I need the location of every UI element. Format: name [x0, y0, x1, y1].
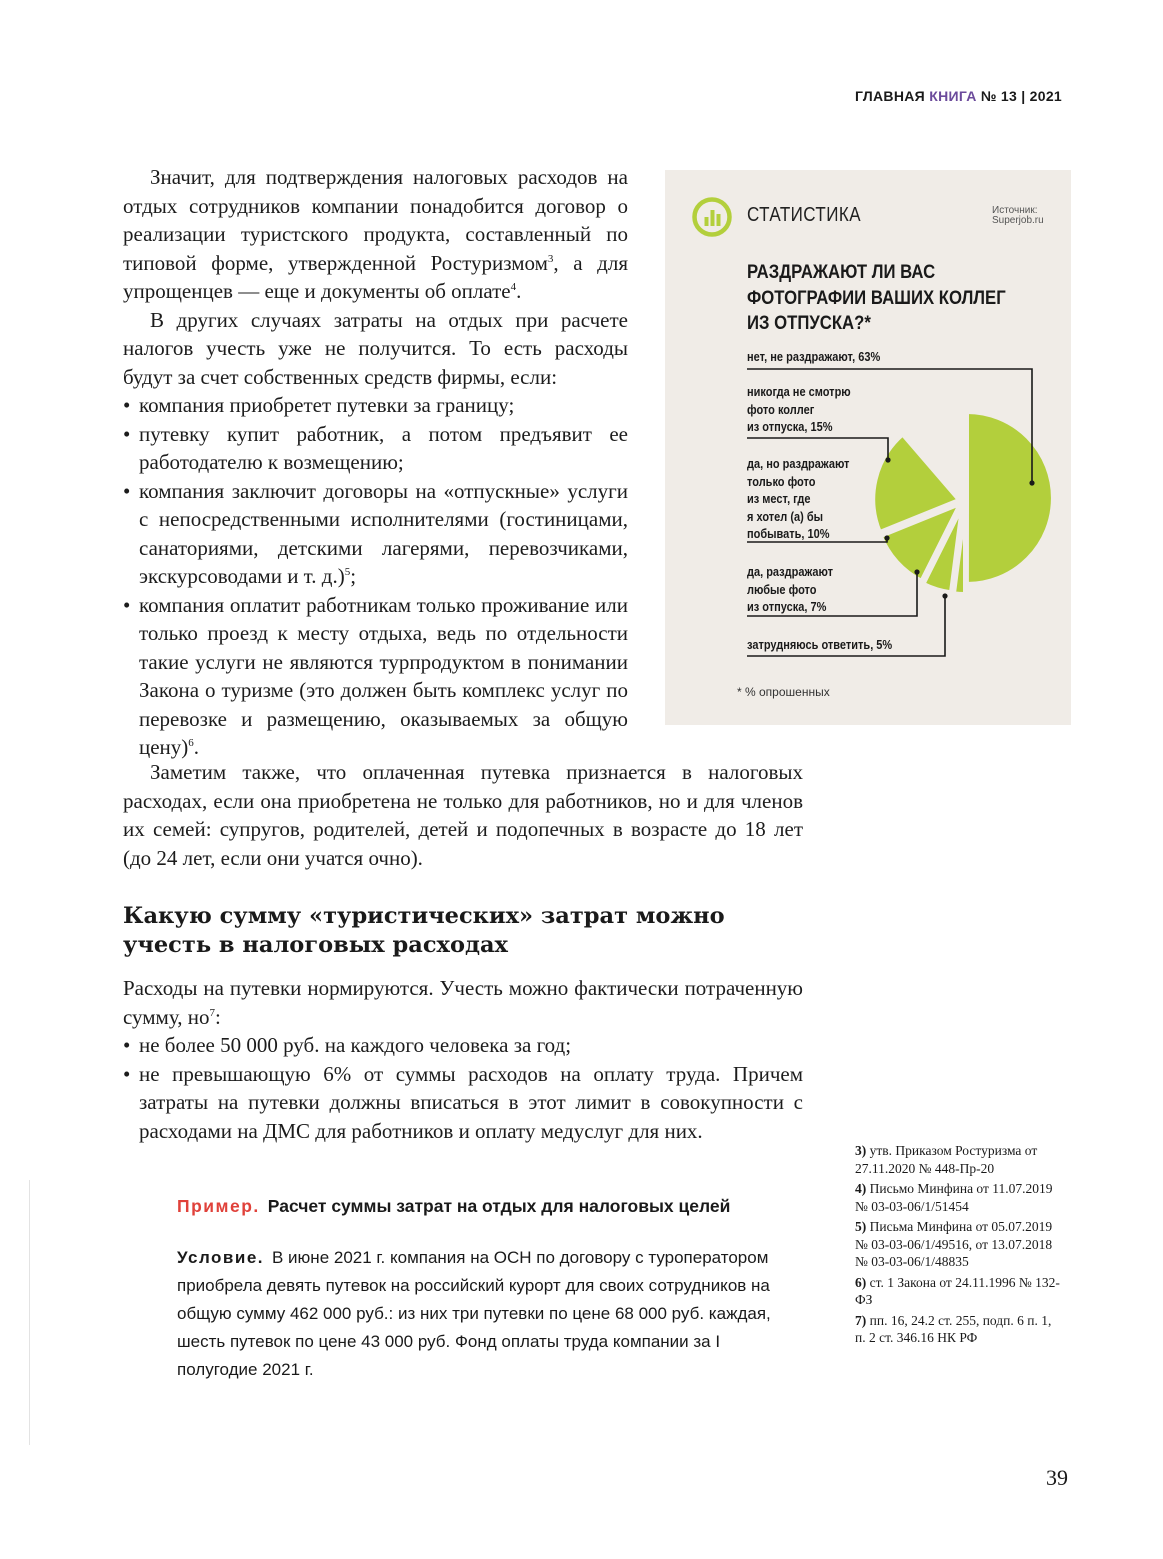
statistics-panel: [665, 170, 1071, 725]
condition-label: Условие.: [177, 1248, 264, 1267]
section-heading: Какую сумму «туристических» затрат можно учесть в налоговых расходах: [123, 903, 725, 958]
legend-label-unsure: затрудняюсь ответить, 5%: [747, 638, 893, 652]
paragraph: Значит, для подтверждения налоговых расходов на отдых сотрудников компании понадобится договор о реализации туристского продукта, составленный по типовой форме, утвержденной Ростуризмом$^3$, а для упрощенцев — еще и документы об оплате$^4$.: [123, 165, 628, 303]
stats-source: Источник: Superjob.ru: [992, 205, 1044, 226]
footnote-4: 4) Письмо Минфина от 11.07.2019 № 03-03-06/1/51454: [855, 1181, 1053, 1214]
stats-title: СТАТИСТИКА: [747, 204, 861, 226]
bullet-list: [123, 391, 628, 762]
footnote-7: 7) пп. 16, 24.2 ст. 255, подп. 6 п. 1, п. 2 ст. 346.16 НК РФ: [855, 1312, 1052, 1345]
footnotes: [855, 1142, 1065, 1350]
body-paragraph-wide: [123, 758, 803, 872]
pie-chart: [665, 170, 1071, 725]
running-header: [855, 88, 1062, 104]
margin-rule: [29, 1180, 30, 1445]
example-title: Расчет суммы затрат на отдых для налоговых целей: [267, 1196, 731, 1216]
example-heading: [177, 1193, 777, 1220]
paragraph: Заметим также, что оплаченная путевка признается в налоговых расходах, если она приобретена не только для работников, но и для членов их семей: супругов, родителей, детей и подопечных в возрасте до 18 лет (до 24 лет, если они учатся очно).: [123, 760, 803, 870]
stats-footnote: * % опрошенных: [737, 685, 830, 699]
legend-label-yes-some: да, но раздражают только фото из мест, где я хотел (а) бы побывать, 10%: [747, 457, 850, 541]
list-item: • путевку купит работник, а потом предъявит ее работодателю к возмещению;: [123, 420, 628, 477]
legend-label-never-look: никогда не смотрю фото коллег из отпуска, 15%: [747, 385, 851, 434]
bullet-list: [123, 1031, 803, 1145]
condition-text: В июне 2021 г. компания на ОСН по договору с туроператором приобрела девять путевок на российский курорт для своих сотрудников на общую сумму 462 000 руб.: из них три путевки по цене 68 000 руб. каждая, шесть путевок по цене 43 000 руб. Фонд оплаты труда компании за I полугодие 2021 г.: [177, 1248, 771, 1379]
list-item: • компания заключит договоры на «отпускные» услуги с непосредственными исполнителями (гостиницами, санаториями, детскими лагерями, перевозчиками, экскурсоводами и т. д.)$^5$;: [123, 477, 628, 591]
list-item: • компания приобретет путевки за границу;: [123, 391, 628, 420]
example-condition: [177, 1244, 777, 1384]
publication-name: ГЛАВНАЯ: [855, 88, 926, 104]
paragraph: В других случаях затраты на отдых при расчете налогов учесть уже не получится. То есть расходы будут за счет собственных средств фирмы, если:: [123, 307, 628, 389]
publication-name-accent: КНИГА: [929, 88, 977, 104]
footnote-ref[interactable]: 3: [547, 252, 554, 265]
footnote-3: 3) утв. Приказом Ростуризма от 27.11.2020 № 448-Пр-20: [855, 1143, 1038, 1176]
body-column-1: [123, 163, 628, 762]
paragraph: Расходы на путевки нормируются. Учесть можно фактически потраченную сумму, $но^7$:: [123, 976, 803, 1029]
pie-slice-63: [967, 412, 1053, 584]
example-label: Пример.: [177, 1196, 260, 1216]
page-number: 39: [1046, 1465, 1068, 1490]
section-body: [123, 974, 803, 1145]
footnote-6: 6) ст. 1 Закона от 24.11.1996 № 132-ФЗ: [855, 1274, 1060, 1307]
legend-label-no: нет, не раздражают, 63%: [747, 350, 881, 364]
list-item: • не более 50 000 руб. на каждого человека за год;: [123, 1031, 803, 1060]
footnote-ref[interactable]: 7: [209, 1006, 215, 1019]
footnote-ref[interactable]: 5: [344, 566, 351, 578]
list-item: • не превышающую 6% от суммы расходов на оплату труда. Причем затраты на путевки должны вписаться в этот лимит в совокупности с расходами на ДМС для работников и оплату медуслуг для них.: [123, 1060, 803, 1146]
list-item: • компания оплатит работникам только проживание или только проезд к месту отдыха, ведь по отдельности такие услуги не являются турпродуктом в понимании Закона о туризме (это должен быть комплекс услуг по перевозке и размещению, оказываемых за общую цену)$^6$.: [123, 591, 628, 762]
issue-number: № 13 | 2021: [980, 88, 1063, 104]
example-block: [177, 1193, 777, 1384]
footnote-5: 5) Письма Минфина от 05.07.2019 № 03-03-06/1/49516, от 13.07.2018 № 03-03-06/1/48835: [855, 1219, 1053, 1269]
footnote-ref[interactable]: 4: [510, 281, 517, 293]
legend-label-yes-all: да, раздражают любые фото из отпуска, 7%: [747, 565, 834, 614]
stats-question: РАЗДРАЖАЮТ ЛИ ВАС ФОТОГРАФИИ ВАШИХ КОЛЛЕГ ИЗ ОТПУСКА?*: [747, 262, 1006, 334]
footnote-ref[interactable]: 6: [188, 737, 194, 749]
